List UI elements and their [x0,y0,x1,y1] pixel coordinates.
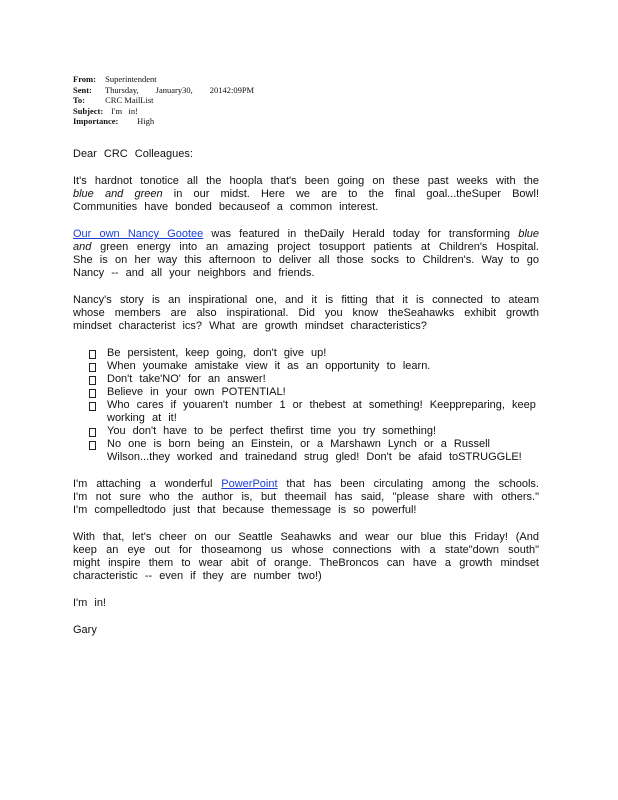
subject-label: Subject: [73,105,104,116]
email-body [73,148,539,651]
list-item [107,360,539,373]
subject-value: I'm in! [111,105,138,116]
to-label: To: [73,95,85,105]
list-item [107,386,539,399]
checkbox-bullet-icon [89,402,96,411]
list-item-text: Who cares if youaren't number 1 or thebest at something! Keeppreparing, keep working at it! [107,399,536,424]
list-item-text: Don't take'NO' for an answer! [107,373,266,385]
nancy-gootee-link[interactable]: Our own Nancy Gootee [73,228,204,240]
list-item [107,347,539,360]
p2-emphasis: blue and [73,228,539,253]
p1-text-c: in our midst. Here we are to the final goal...theSuper Bowl! Communities have bonded becauseof a common interest. [73,188,539,213]
paragraph-hoopla [73,175,539,214]
checkbox-bullet-icon [89,441,96,450]
list-item-text: Believe in your own POTENTIAL! [107,386,286,398]
greeting: Dear CRC Colleagues: [73,148,193,160]
list-item-text: Be persistent, keep going, don't give up! [107,347,327,359]
checkbox-bullet-icon [89,376,96,385]
sent-label: Sent: [73,84,92,95]
p1-text-a: It's hardnot tonotice all the hoopla that's been going on these past weeks with the [73,175,539,187]
list-item [107,425,539,438]
list-item [107,373,539,386]
header-subject-row [73,106,254,117]
importance-value: High [137,116,155,126]
closing-line: I'm in! [73,597,106,609]
from-label: From: [73,74,96,84]
list-item [107,438,539,464]
header-importance-row [73,116,254,127]
list-item [107,399,539,425]
mindset-list [73,347,539,464]
sent-value: Thursday, January30, 20142:09PM [104,84,255,95]
list-item-text: When youmake amistake view it as an opportunity to learn. [107,360,431,372]
paragraph-powerpoint [73,478,539,517]
p2-text-c: green energy into an amazing project tosupport patients at Children's Hospital. She is on her way this afternoon to deliver all those socks to Children's. Way to go Nancy -- and all your neighbors and friends. [73,241,539,279]
checkbox-bullet-icon [89,389,96,398]
header-sent-row [73,85,254,96]
email-header [73,74,254,127]
paragraph-inspirational: Nancy's story is an inspirational one, and it is fitting that it is connected to ateam whose members are also inspirational. Did you know theSeahawks exhibit growth mindset characterist ics? What are growth mindset characteristics? [73,294,539,332]
checkbox-bullet-icon [89,428,96,437]
signature: Gary [73,624,97,636]
list-item-text: You don't have to be perfect thefirst time you try something! [107,425,437,437]
checkbox-bullet-icon [89,363,96,372]
from-value: Superintendent [105,74,157,84]
paragraph-cheer: With that, let's cheer on our Seattle Seahawks and wear our blue this Friday! (And keep an eye out for thoseamong us whose connections with a state"down south" might inspire them to wear abit of orange. TheBroncos can have a growth mindset characteristic -- even if they are number two!) [73,531,539,582]
paragraph-nancy [73,228,539,280]
header-to-row [73,95,254,106]
powerpoint-link[interactable]: PowerPoint [221,478,278,490]
to-value: CRC MailList [105,95,154,105]
importance-label: Importance: [73,116,119,126]
list-item-text: No one is born being an Einstein, or a Marshawn Lynch or a Russell Wilson...they worked and trainedand strug gled! Don't be afaid toSTRUGGLE! [107,438,522,463]
p4-text-a: I'm attaching a wonderful [73,478,222,490]
header-from-row [73,74,254,85]
p2-text-a: was featured in theDaily Herald today for transforming [203,228,519,240]
p1-emphasis: blue and green [73,188,163,200]
p4-text-b: that has been circulating among the schools. I'm not sure who the author is, but theemail has said, "please share with others." I'm compelledtodo just that because themessage is so powerful! [73,478,539,516]
checkbox-bullet-icon [89,350,96,359]
